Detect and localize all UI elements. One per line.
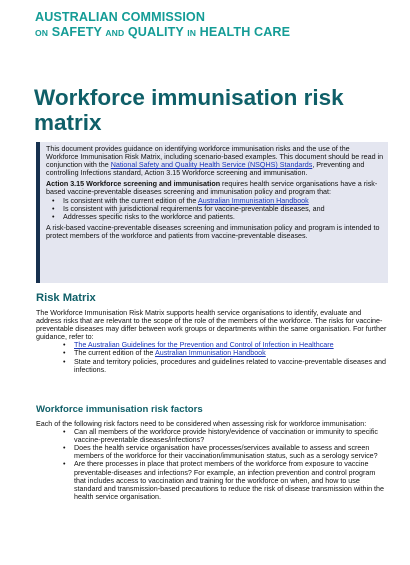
guidance-list	[36, 341, 388, 373]
logo-line-1: AUSTRALIAN COMMISSION	[35, 10, 206, 24]
list-item: • Can all members of the workforce provide history/evidence of vaccination or immunity to specific vaccine-preventable diseases/infections?	[62, 428, 388, 444]
list-item: • State and territory policies, procedures and guidelines related to vaccine-preventable diseases and infections.	[62, 358, 388, 374]
infection-guidelines-link[interactable]: The Australian Guidelines for the Prevention and Control of Infection in Healthcare	[74, 341, 334, 350]
intro-callout	[36, 142, 388, 283]
list-item: • Does the health service organisation have processes/services available to assess and screen members of the workforce for their vaccination/immunisation status, such as a serology service?	[62, 444, 388, 460]
risk-factors-list	[36, 428, 388, 501]
risk-factors-heading: Workforce immunisation risk factors	[36, 404, 203, 415]
commission-logo	[35, 11, 290, 38]
list-item: • Addresses specific risks to the workforce and patients.	[46, 213, 384, 221]
nsqhs-standards-link[interactable]: National Safety and Quality Health Service (NSQHS) Standards	[110, 161, 313, 170]
page-title: Workforce immunisation risk matrix	[34, 85, 344, 135]
risk-factors-intro: Each of the following risk factors need to be considered when assessing risk for workforce immunisation:	[36, 420, 367, 428]
action-requirements-list	[46, 197, 384, 221]
risk-factors-section	[36, 404, 388, 501]
intro-paragraph-1: This document provides guidance on identifying workforce immunisation risks and the use of the Workforce Immunisation Risk Matrix, including scenario-based examples. This document should be read in conjunction with the National Safety and Quality Health Service (NSQHS) Standards, Preventing and controlling Infections standard, Action 3.15 Workforce screening and immunisation.	[46, 145, 384, 178]
intro-paragraph-3: A risk-based vaccine-preventable diseases screening and immunisation policy and program is intended to protect members of the workforce and patients from vaccine-preventable diseases.	[46, 223, 380, 240]
risk-matrix-heading: Risk Matrix	[36, 292, 96, 304]
list-item: • The current edition of the Australian Immunisation Handbook	[62, 349, 388, 357]
list-item	[62, 341, 388, 349]
list-item: • Is consistent with jurisdictional requirements for vaccine-preventable diseases, and	[46, 205, 384, 213]
immunisation-handbook-link[interactable]: Australian Immunisation Handbook	[197, 196, 309, 205]
logo-line-2: ON SAFETY AND QUALITY IN HEALTH CARE	[35, 24, 291, 39]
list-item: • Is consistent with the current edition of the Australian Immunisation Handbook	[46, 197, 384, 205]
risk-matrix-section	[36, 292, 388, 374]
list-item: • Are there processes in place that protect members of the workforce from exposure to vaccine preventable-diseases and infections? For example, an infection prevention and control program that includes access to vaccination and training for the workforce on when, and how to use standard and transmission-based precautions to reduce the risk of disease transmission within the health service organisation.	[62, 460, 388, 500]
intro-paragraph-2: Action 3.15 Workforce screening and immunisation requires health service organisations have a risk-based vaccine-preventable diseases screening and immunisation policy and program that:	[46, 180, 378, 197]
immunisation-handbook-link-2[interactable]: Australian Immunisation Handbook	[154, 349, 266, 358]
risk-matrix-paragraph: The Workforce Immunisation Risk Matrix supports health service organisations to identify, evaluate and address risks that are relevant to the scope of the role of the members of the workforce. The risks for vaccine-preventable diseases may differ between work groups or departments within the same organisation. For further guidance, refer to:	[36, 309, 387, 342]
